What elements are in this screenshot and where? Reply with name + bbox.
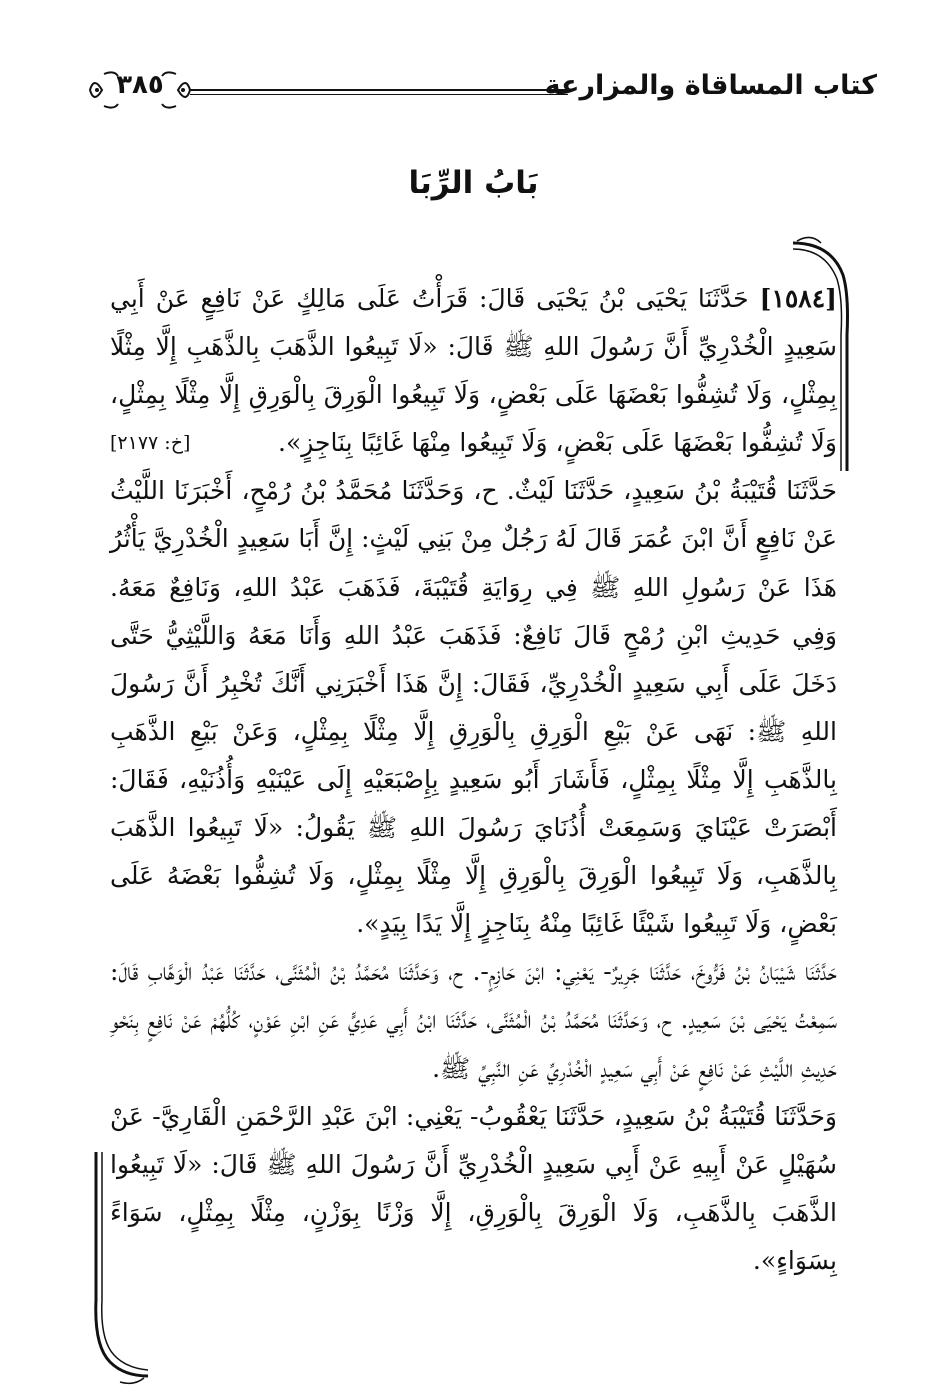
hadith-chain-2 — [110, 467, 837, 948]
hadith-text: وَحَدَّثَنَا قُتَيْبَةُ بْنُ سَعِيدٍ، حَدَّثَنَا يَعْقُوبُ- يَعْنِي: ابْنَ عَبْدِ الرَّحْمَنِ الْقَارِيَّ- عَنْ سُهَيْلٍ عَنْ أَبِيهِ عَنْ أَبِي سَعِيدٍ الْخُدْرِيِّ أَنَّ رَسُولَ اللهِ ﷺ قَالَ: «لَا تَبِيعُوا الذَّهَبَ بِالذَّهَبِ، وَلَا الْوَرِقَ بِالْوَرِقِ، إِلَّا وَزْنًا بِوَزْنٍ، مِثْلًا بِمِثْلٍ، سَوَاءً بِسَوَاءٍ». — [110, 1101, 837, 1275]
header-rule — [190, 89, 568, 95]
hadith-chain-3 — [110, 948, 837, 1092]
hadith-text: حَدَّثَنَا شَيْبَانُ بْنُ فَرُّوخَ، حَدَّثَنَا جَرِيرٌ- يَعْنِي: ابْنَ حَازِمٍ-. ح، وَحَدَّثَنَا مُحَمَّدُ بْنُ الْمُثَنَّى، حَدَّثَنَا عَبْدُ الْوَهَّابِ قَالَ: سَمِعْتُ يَحْيَى بْنَ سَعِيدٍ. ح، وَحَدَّثَنَا مُحَمَّدُ بْنُ الْمُثَنَّى، حَدَّثَنَا ابْنُ أَبِي عَدِيٍّ عَنِ ابْنِ عَوْنٍ، كُلُّهُمْ عَنْ نَافِعٍ بِنَحْوِ حَدِيثِ اللَّيْثِ عَنْ نَافِعٍ عَنْ أَبِي سَعِيدٍ الْخُدْرِيِّ عَنِ النَّبِيِّ ﷺ. — [110, 957, 837, 1083]
page-header — [0, 0, 947, 130]
page-content — [110, 275, 837, 1285]
hadith-number: [١٥٨٤] — [759, 284, 837, 313]
hadith-1584 — [110, 275, 837, 467]
book-title: كتاب المساقاة والمزارعة — [544, 70, 877, 101]
bukhari-reference: [خ: ٢١٧٧] — [110, 432, 191, 455]
hadith-text: حَدَّثَنَا قُتَيْبَةُ بْنُ سَعِيدٍ، حَدَّثَنَا لَيْثٌ. ح، وَحَدَّثَنَا مُحَمَّدُ بْنُ رُمْحٍ، أَخْبَرَنَا اللَّيْثُ عَنْ نَافِعٍ أَنَّ ابْنَ عُمَرَ قَالَ لَهُ رَجُلٌ مِنْ بَنِي لَيْثٍ: إِنَّ أَبَا سَعِيدٍ الْخُدْرِيَّ يَأْثُرُ هَذَا عَنْ رَسُولِ اللهِ ﷺ فِي رِوَايَةِ قُتَيْبَةَ، فَذَهَبَ عَبْدُ اللهِ، وَنَافِعٌ مَعَهُ. وَفِي حَدِيثِ ابْنِ رُمْحٍ قَالَ نَافِعٌ: فَذَهَبَ عَبْدُ اللهِ وَأَنَا مَعَهُ وَاللَّيْثِيُّ حَتَّى دَخَلَ عَلَى أَبِي سَعِيدٍ الْخُدْرِيِّ، فَقَالَ: إِنَّ هَذَا أَخْبَرَنِي أَنَّكَ تُخْبِرُ أَنَّ رَسُولَ اللهِ ﷺ: نَهَى عَنْ بَيْعِ الْوَرِقِ بِالْوَرِقِ إِلَّا مِثْلًا بِمِثْلٍ، وَعَنْ بَيْعِ الذَّهَبِ بِالذَّهَبِ إِلَّا مِثْلًا بِمِثْلٍ، فَأَشَارَ أَبُو سَعِيدٍ بِإِصْبَعَيْهِ إِلَى عَيْنَيْهِ وَأُذُنَيْهِ، فَقَالَ: أَبْصَرَتْ عَيْنَايَ وَسَمِعَتْ أُذُنَايَ رَسُولَ اللهِ ﷺ يَقُولُ: «لَا تَبِيعُوا الذَّهَبَ بِالذَّهَبِ، وَلَا تَبِيعُوا الْوَرِقَ بِالْوَرِقِ إِلَّا مِثْلًا بِمِثْلٍ، وَلَا تُشِفُّوا بَعْضَهُ عَلَى بَعْضٍ، وَلَا تَبِيعُوا شَيْئًا غَائِبًا مِنْهُ بِنَاجِزٍ إِلَّا يَدًا بِيَدٍ». — [110, 476, 837, 939]
hadith-chain-4 — [110, 1093, 837, 1285]
chapter-title: بَابُ الرِّبَا — [408, 165, 539, 201]
page-number: ٣٨٥ — [116, 70, 164, 100]
hadith-text: حَدَّثَنَا يَحْيَى بْنُ يَحْيَى قَالَ: قَرَأْتُ عَلَى مَالِكٍ عَنْ نَافِعٍ عَنْ أَبِي سَعِيدٍ الْخُدْرِيِّ أَنَّ رَسُولَ اللهِ ﷺ قَالَ: «لَا تَبِيعُوا الذَّهَبَ بِالذَّهَبِ إِلَّا مِثْلًا بِمِثْلٍ، وَلَا تُشِفُّوا بَعْضَهَا عَلَى بَعْضٍ، وَلَا تَبِيعُوا الْوَرِقَ بِالْوَرِقِ إِلَّا مِثْلًا بِمِثْلٍ، وَلَا تُشِفُّوا بَعْضَهَا عَلَى بَعْضٍ، وَلَا تَبِيعُوا مِنْهَا غَائِبًا بِنَاجِزٍ». — [110, 284, 837, 458]
